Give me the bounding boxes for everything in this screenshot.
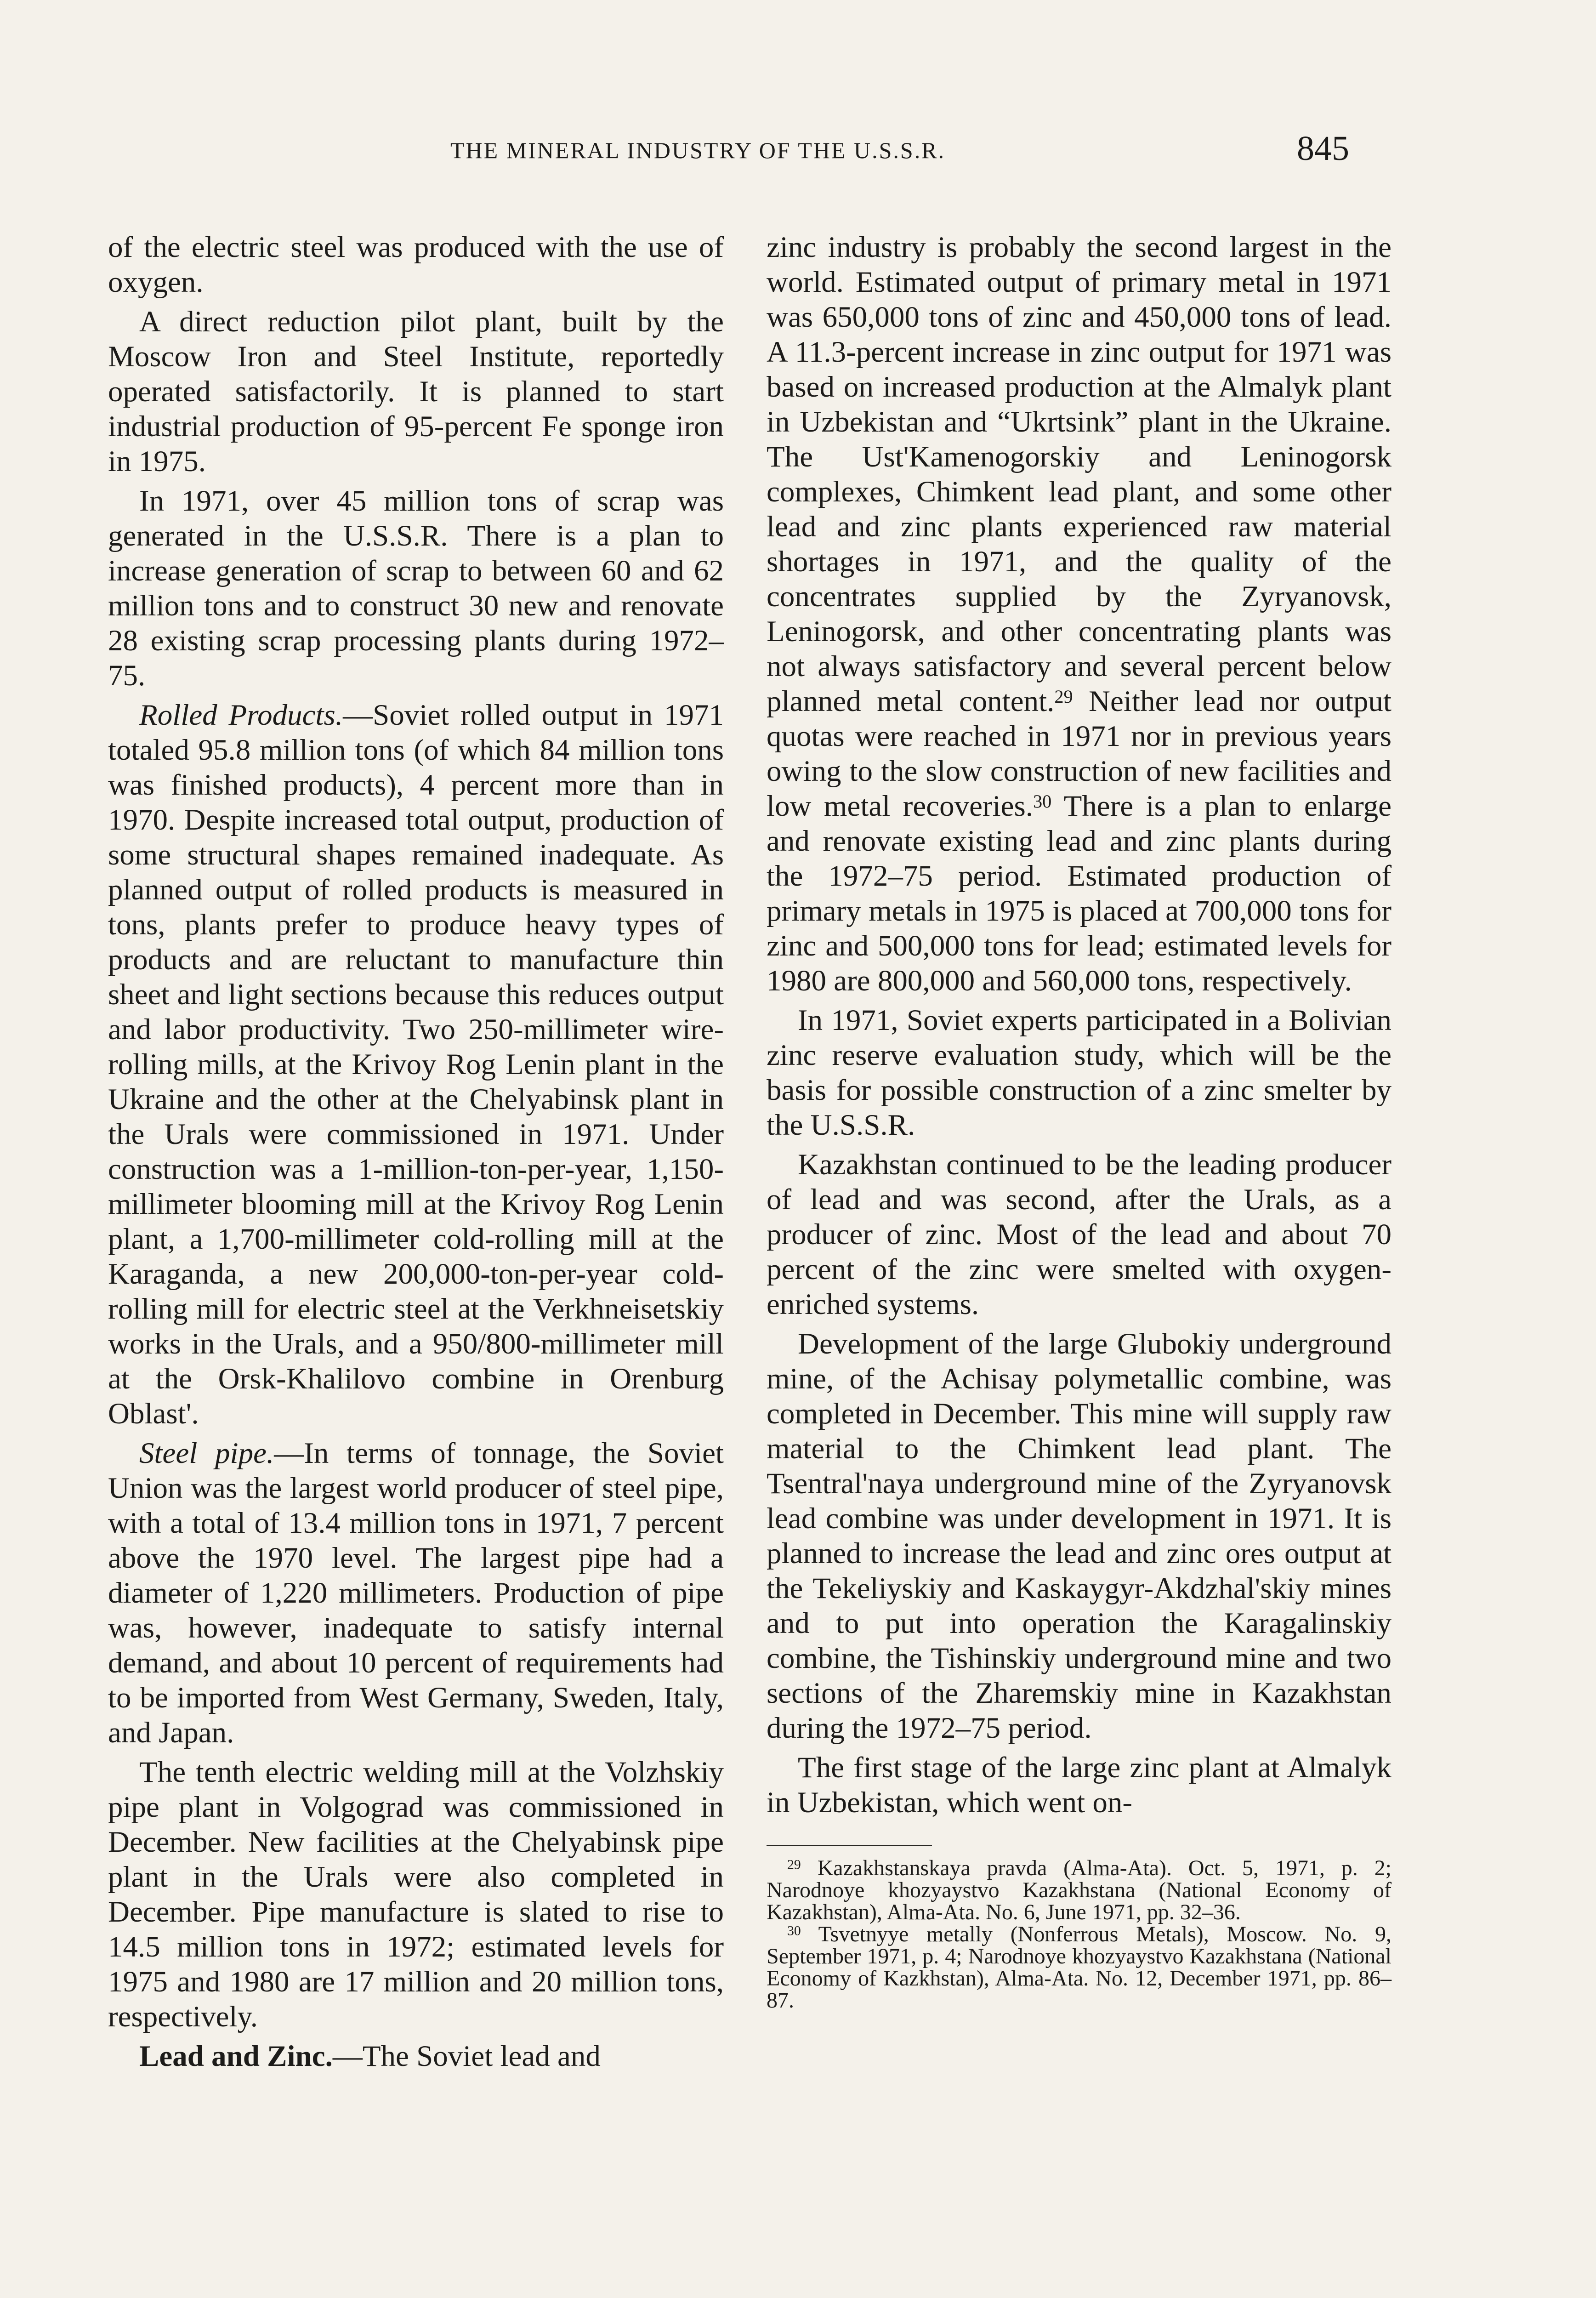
paragraph-rolled-products-text: —Soviet rolled output in 1971 totaled 95.8 million tons (of which 84 million tons was finished products), 4 percent more than in 1970. Despite increased total output, production of some structural shapes remained inadequate. As planned output of rolled products is measured in tons, plants prefer to produce heavy types of products and are reluctant to manufacture thin sheet and light sections because this reduces output and labor productivity. Two 250-millimeter wire-rolling mills, at the Krivoy Rog Lenin plant in the Ukraine and the other at the Chelyabinsk plant in the Urals were commissioned in 1971. Under construction was a 1-million-ton-per-year, 1,150-millimeter blooming mill at the Krivoy Rog Lenin plant, a 1,700-millimeter cold-rolling mill at the Karaganda, a new 200,000-ton-per-year cold-rolling mill for electric steel at the Verkhneisetskiy works in the Urals, and a 950/800-millimeter mill at the Orsk-Khalilovo combine in Orenburg Oblast'. [108,699,724,1430]
paragraph-bolivian-study: In 1971, Soviet experts participated in a Bolivian zinc reserve evaluation study, which will be the basis for possible construction of a zinc smelter by the U.S.S.R. [767,1004,1392,1142]
paragraph-almalyk-zinc: The first stage of the large zinc plant at Almalyk in Uzbekistan, which went on- [767,1751,1392,1819]
left-column [108,230,724,2078]
paragraph-lead-zinc-start-text: —The Soviet lead and [332,2040,601,2073]
footnotes [767,1834,1392,2012]
paragraph-direct-reduction: A direct reduction pilot plant, built by the Moscow Iron and Steel Institute, reportedly operated satisfactorily. It is planned to start industrial production of 95-percent Fe sponge iron in 1975. [108,305,724,478]
run-in-heading-steel-pipe: Steel pipe. [139,1437,274,1470]
footnote-30-mark: 30 [787,1923,801,1939]
footnote-29 [767,1857,1392,1923]
paragraph-welding-mill: The tenth electric welding mill at the Volzhskiy pipe plant in Volgograd was commissioned in December. New facilities at the Chelyabinsk pipe plant in the Urals were also completed in December. Pipe manufacture is slated to rise to 14.5 million tons in 1972; estimated levels for 1975 and 1980 are 17 million and 20 million tons, respectively. [108,1756,724,2033]
running-head: THE MINERAL INDUSTRY OF THE U.S.S.R. [450,137,946,163]
paragraph-steel-pipe-text: —In terms of tonnage, the Soviet Union was the largest world producer of steel pipe, with a total of 13.4 million tons in 1971, 7 percent above the 1970 level. The largest pipe had a diameter of 1,220 millimeters. Production of pipe was, however, inadequate to satisfy internal demand, and about 10 percent of requirements had to be imported from West Germany, Sweden, Italy, and Japan. [108,1437,724,1749]
paragraph-lead-zinc-continued [767,230,1392,998]
footnote-29-text: Kazakhstanskaya pravda (Alma-Ata). Oct. 5, 1971, p. 2; Narodnoye khozyaystvo Kazakhstana (National Economy of Kazakhstan), Alma-Ata. No. 6, June 1971, pp. 32–36. [767,1856,1392,1924]
page-header [0,129,1596,169]
footnote-30-text: Tsvetnyye metally (Nonferrous Metals), Moscow. No. 9, September 1971, p. 4; Narodnoye khozyaystvo Kazakhstana (National Economy of Kazkhstan), Alma-Ata. No. 12, December 1971, pp. 86–87. [767,1922,1392,2013]
run-in-heading-rolled-products: Rolled Products. [139,699,343,732]
paragraph-glubokiy-mine: Development of the large Glubokiy underground mine, of the Achisay polymetallic combine, was completed in December. This mine will supply raw material to the Chimkent lead plant. The Tsentral'naya underground mine of the Zyryanovsk lead combine was under development in 1971. It is planned to increase the lead and zinc ores output at the Tekeliyskiy and Kaskaygyr-Akdzhal'skiy mines and to put into operation the Karagalinskiy combine, the Tishinskiy underground mine and two sections of the Zharemskiy mine in Kazakhstan during the 1972–75 period. [767,1327,1392,1745]
right-column [767,230,1392,2012]
footnote-30 [767,1923,1392,2012]
footnote-rule [767,1845,932,1846]
paragraph-lead-zinc-text-b: Neither lead nor output quotas were reached in 1971 nor in previous years owing to the slow construction of new facilities and low metal recoveries. [767,685,1392,823]
paragraph-rolled-products [108,698,724,1431]
paragraph-lead-zinc-text-a: zinc industry is probably the second largest in the world. Estimated output of primary metal in 1971 was 650,000 tons of zinc and 450,000 tons of lead. A 11.3-percent increase in zinc output for 1971 was based on increased production at the Almalyk plant in Uzbekistan and “Ukrtsink” plant in the Ukraine. The Ust'Kamenogorskiy and Leninogorsk complexes, Chimkent lead plant, and some other lead and zinc plants experienced raw material shortages in 1971, and the quality of the concentrates supplied by the Zyryanovsk, Leninogorsk, and other concentrating plants was not always satisfactory and several percent below planned metal content. [767,231,1392,718]
paragraph-kazakhstan: Kazakhstan continued to be the leading producer of lead and was second, after the Urals, as a producer of zinc. Most of the lead and about 70 percent of the zinc were smelted with oxygen-enriched systems. [767,1148,1392,1321]
paragraph-lead-zinc-start [108,2039,724,2074]
footnote-29-mark: 29 [787,1857,801,1872]
paragraph-scrap: In 1971, over 45 million tons of scrap was generated in the U.S.S.R. There is a plan to increase generation of scrap to between 60 and 62 million tons and to construct 30 new and renovate 28 existing scrap processing plants during 1972–75. [108,484,724,692]
footnote-ref-29[interactable]: 29 [1054,686,1073,707]
page-number: 845 [1297,129,1349,168]
paragraph-lead-zinc-text-c: There is a plan to enlarge and renovate existing lead and zinc plants during the 1972–75 period. Estimated production of primary metals in 1975 is placed at 700,000 tons for zinc and 500,000 tons for lead; estimated levels for 1980 are 800,000 and 560,000 tons, respectively. [767,790,1392,997]
footnote-ref-30[interactable]: 30 [1033,791,1052,812]
paragraph-electric-steel-continued: of the electric steel was produced with the use of oxygen. [108,231,724,299]
run-in-heading-lead-zinc: Lead and Zinc. [139,2040,333,2073]
paragraph-steel-pipe [108,1436,724,1750]
